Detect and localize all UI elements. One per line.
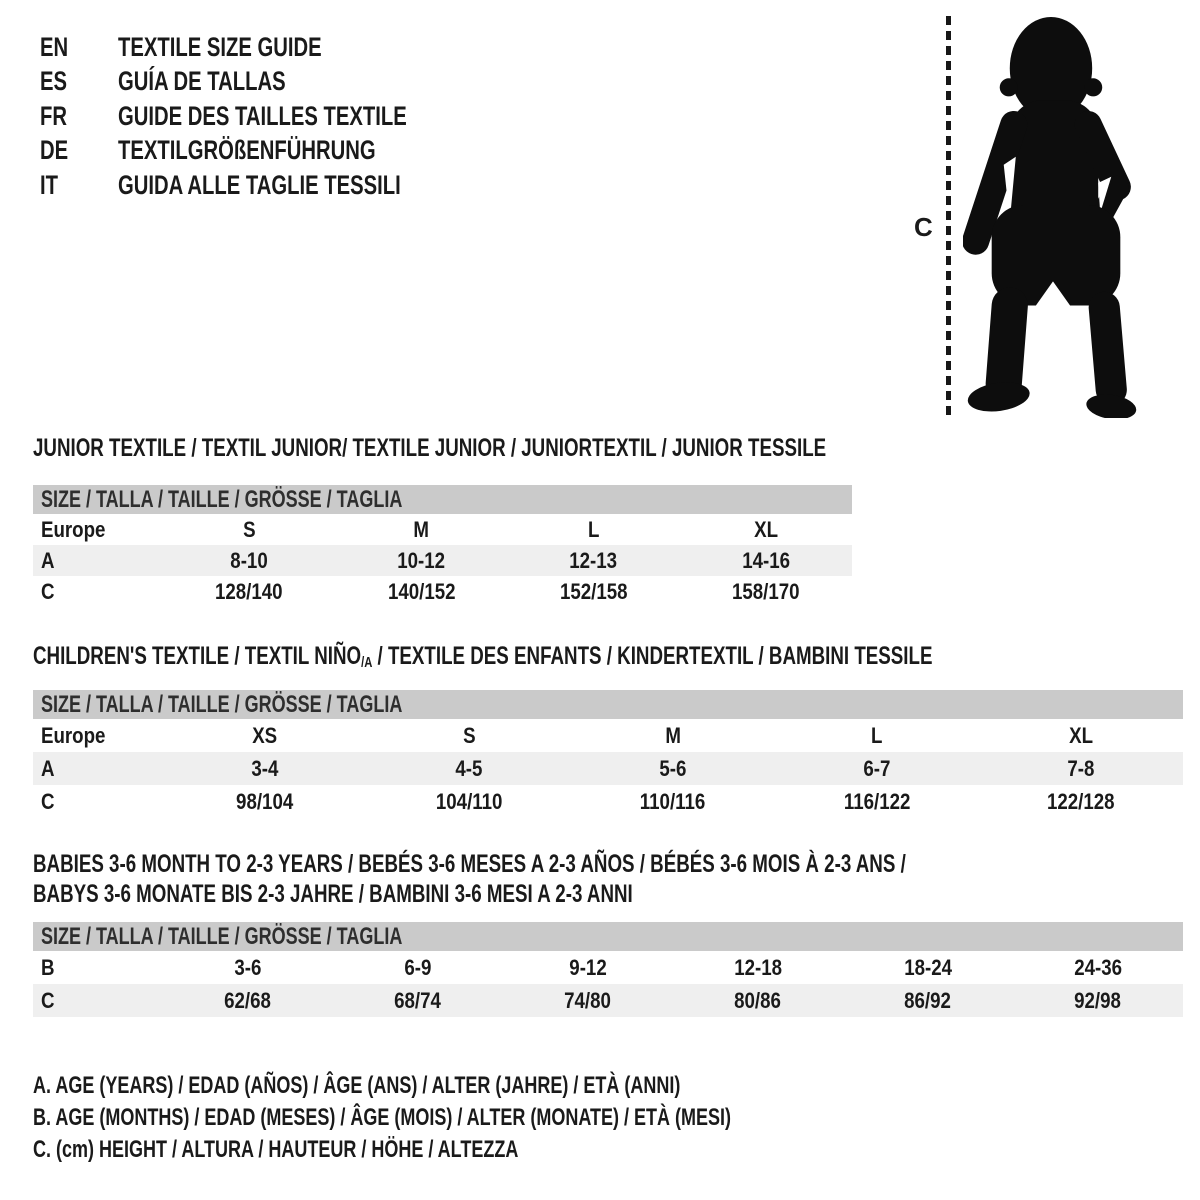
height-value: 74/80: [564, 987, 612, 1013]
months-value: 3-6: [234, 954, 262, 980]
table-row: [33, 752, 1183, 785]
size-value: L: [871, 722, 883, 748]
size-header-label: SIZE / TALLA / TAILLE / GRÖSSE / TAGLIA: [41, 922, 403, 950]
months-value: 9-12: [569, 954, 607, 980]
height-value: 104/110: [435, 788, 503, 814]
height-value: 62/68: [224, 987, 272, 1013]
guide-title-en: TEXTILE SIZE GUIDE: [118, 31, 322, 62]
size-value: XS: [252, 722, 278, 748]
language-code: EN: [40, 31, 69, 62]
height-value: 80/86: [734, 987, 782, 1013]
size-header-label: SIZE / TALLA / TAILLE / GRÖSSE / TAGLIA: [41, 690, 403, 718]
height-value: 152/158: [559, 578, 628, 604]
table-row: [33, 576, 852, 607]
junior-size-table: [33, 485, 852, 607]
legend-line-c: C. (cm) HEIGHT / ALTURA / HAUTEUR / HÖHE / ALTEZZA: [33, 1136, 519, 1163]
size-value: S: [242, 516, 256, 542]
age-value: 12-13: [569, 547, 618, 573]
row-label: C: [41, 987, 55, 1013]
height-dashed-line-icon: [946, 16, 951, 416]
height-value: 140/152: [387, 578, 456, 604]
size-header-bar: [33, 922, 1183, 951]
age-value: 4-5: [455, 755, 483, 781]
height-value: 122/128: [1047, 788, 1115, 814]
age-value: 3-4: [251, 755, 279, 781]
guide-title-it: GUIDA ALLE TAGLIE TESSILI: [118, 169, 401, 200]
baby-silhouette-icon: [963, 16, 1149, 418]
table-row: [33, 514, 852, 545]
age-value: 14-16: [741, 547, 790, 573]
months-value: 24-36: [1074, 954, 1122, 980]
height-measure-label: C: [914, 212, 933, 242]
babies-table-title: [33, 849, 1197, 909]
height-value: 92/98: [1074, 987, 1122, 1013]
language-row: [40, 65, 503, 100]
row-label: A: [41, 547, 55, 573]
guide-title-de: TEXTILGRÖßENFÜHRUNG: [118, 135, 376, 166]
months-value: 12-18: [734, 954, 782, 980]
size-header-label: SIZE / TALLA / TAILLE / GRÖSSE / TAGLIA: [41, 485, 403, 513]
height-value: 98/104: [236, 788, 294, 814]
junior-table-title: JUNIOR TEXTILE / TEXTIL JUNIOR/ TEXTILE JUNIOR / JUNIORTEXTIL / JUNIOR TESSILE: [33, 434, 827, 462]
height-value: 128/140: [215, 578, 283, 604]
language-row: [40, 30, 503, 65]
size-value: S: [462, 722, 476, 748]
size-value: M: [413, 516, 430, 542]
size-value: M: [665, 722, 681, 748]
nino-a-subscript: /A: [361, 654, 373, 671]
table-row: [33, 785, 1183, 818]
children-table-title: CHILDREN'S TEXTILE / TEXTIL NIÑO/A / TEXTILE DES ENFANTS / KINDERTEXTIL / BAMBINI TESSILE: [33, 642, 933, 671]
height-value: 86/92: [904, 987, 952, 1013]
language-row: [40, 99, 503, 134]
measure-legend: [33, 1070, 964, 1166]
months-value: 6-9: [404, 954, 432, 980]
size-header-bar: [33, 690, 1183, 719]
row-label: Europe: [41, 722, 106, 748]
language-title-list: [40, 30, 503, 203]
row-label: C: [41, 578, 55, 604]
guide-title-es: GUÍA DE TALLAS: [118, 66, 286, 97]
language-code: FR: [40, 100, 67, 131]
guide-title-fr: GUIDE DES TAILLES TEXTILE: [118, 100, 407, 131]
row-label: C: [41, 788, 55, 814]
age-value: 10-12: [397, 547, 446, 573]
height-value: 68/74: [394, 987, 442, 1013]
age-value: 5-6: [659, 755, 687, 781]
language-code: DE: [40, 135, 69, 166]
table-row: [33, 951, 1183, 984]
children-size-table: [33, 690, 1183, 818]
babies-title-line1: BABIES 3-6 MONTH TO 2-3 YEARS / BEBÉS 3-6 MESES A 2-3 AÑOS / BÉBÉS 3-6 MOIS À 2-3 ANS /: [33, 850, 906, 878]
language-code: IT: [40, 169, 58, 200]
row-label: A: [41, 755, 55, 781]
height-value: 158/170: [732, 578, 800, 604]
row-label: B: [41, 954, 55, 980]
age-value: 7-8: [1067, 755, 1095, 781]
table-row: [33, 545, 852, 576]
months-value: 18-24: [904, 954, 952, 980]
language-row: [40, 134, 503, 169]
size-value: XL: [753, 516, 778, 542]
age-value: 8-10: [230, 547, 268, 573]
babies-title-line2: BABYS 3-6 MONATE BIS 2-3 JAHRE / BAMBINI 3-6 MESI A 2-3 ANNI: [33, 880, 633, 908]
row-label: Europe: [41, 516, 106, 542]
language-code: ES: [40, 66, 68, 97]
height-value: 116/122: [843, 788, 911, 814]
table-row: [33, 719, 1183, 752]
size-value: XL: [1069, 722, 1093, 748]
legend-line-b: B. AGE (MONTHS) / EDAD (MESES) / ÂGE (MOIS) / ALTER (MONATE) / ETÀ (MESI): [33, 1104, 731, 1131]
height-value: 110/116: [640, 788, 706, 814]
age-value: 6-7: [863, 755, 891, 781]
size-value: L: [587, 516, 600, 542]
babies-size-table: [33, 922, 1183, 1017]
size-header-bar: [33, 485, 852, 514]
legend-line-a: A. AGE (YEARS) / EDAD (AÑOS) / ÂGE (ANS) / ALTER (JAHRE) / ETÀ (ANNI): [33, 1072, 681, 1099]
language-row: [40, 168, 503, 203]
table-row: [33, 984, 1183, 1017]
